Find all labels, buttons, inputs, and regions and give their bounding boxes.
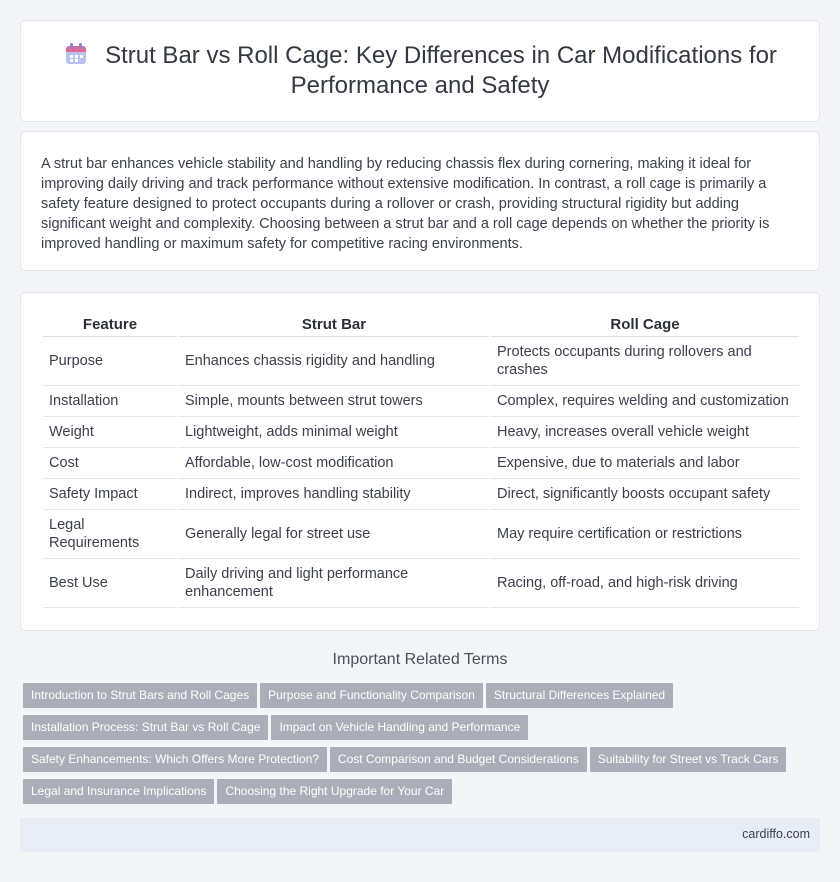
comparison-card xyxy=(20,292,820,631)
footer xyxy=(20,818,820,852)
cell-roll-cage: Heavy, increases overall vehicle weight xyxy=(491,417,799,448)
cell-roll-cage: May require certification or restrictions xyxy=(491,510,799,559)
cell-roll-cage: Racing, off-road, and high-risk driving xyxy=(491,559,799,608)
page-title xyxy=(21,41,819,101)
cell-feature: Safety Impact xyxy=(43,479,177,510)
related-terms-title: Important Related Terms xyxy=(332,651,508,668)
cell-strut-bar: Enhances chassis rigidity and handling xyxy=(179,337,489,386)
related-term-tag[interactable]: Choosing the Right Upgrade for Your Car xyxy=(217,779,452,804)
footer-site-link[interactable]: cardiffo.com xyxy=(742,827,810,841)
header-strut-bar: Strut Bar xyxy=(179,315,489,337)
cell-strut-bar: Generally legal for street use xyxy=(179,510,489,559)
cell-feature: Legal Requirements xyxy=(43,510,177,559)
cell-roll-cage: Expensive, due to materials and labor xyxy=(491,448,799,479)
comparison-table xyxy=(41,315,801,608)
cell-feature: Installation xyxy=(43,386,177,417)
related-term-tag[interactable]: Introduction to Strut Bars and Roll Cages xyxy=(23,683,257,708)
cell-feature: Cost xyxy=(43,448,177,479)
related-term-tag[interactable]: Suitability for Street vs Track Cars xyxy=(590,747,787,772)
header-card xyxy=(20,20,820,122)
cell-feature: Best Use xyxy=(43,559,177,608)
cell-strut-bar: Lightweight, adds minimal weight xyxy=(179,417,489,448)
related-term-tag[interactable]: Cost Comparison and Budget Considerations xyxy=(330,747,587,772)
table-row xyxy=(43,386,799,417)
cell-strut-bar: Simple, mounts between strut towers xyxy=(179,386,489,417)
calendar-icon xyxy=(63,41,89,67)
cell-strut-bar: Affordable, low-cost modification xyxy=(179,448,489,479)
header-roll-cage: Roll Cage xyxy=(491,315,799,337)
table-row xyxy=(43,448,799,479)
table-row xyxy=(43,479,799,510)
cell-feature: Purpose xyxy=(43,337,177,386)
cell-roll-cage: Complex, requires welding and customization xyxy=(491,386,799,417)
summary-text: A strut bar enhances vehicle stability and handling by reducing chassis flex during cornering, making it ideal for improving daily driving and track performance without extensive modification. In contrast, a roll cage is primarily a safety feature designed to protect occupants during a rollover or crash, providing structural rigidity but adding significant weight and complexity. Choosing between a strut bar and a roll cage depends on whether the priority is improved handling or maximum safety for competitive racing environments. xyxy=(41,156,770,252)
related-term-tag[interactable]: Purpose and Functionality Comparison xyxy=(260,683,483,708)
header-feature: Feature xyxy=(43,315,177,337)
related-terms-list xyxy=(23,683,823,811)
related-term-tag[interactable]: Installation Process: Strut Bar vs Roll Cage xyxy=(23,715,268,740)
cell-strut-bar: Indirect, improves handling stability xyxy=(179,479,489,510)
related-term-tag[interactable]: Impact on Vehicle Handling and Performance xyxy=(271,715,528,740)
table-row xyxy=(43,337,799,386)
related-term-tag[interactable]: Structural Differences Explained xyxy=(486,683,673,708)
related-term-tag[interactable]: Legal and Insurance Implications xyxy=(23,779,214,804)
summary-card xyxy=(20,131,820,271)
related-term-tag[interactable]: Safety Enhancements: Which Offers More Protection? xyxy=(23,747,327,772)
cell-feature: Weight xyxy=(43,417,177,448)
table-header-row xyxy=(43,315,799,337)
cell-roll-cage: Protects occupants during rollovers and crashes xyxy=(491,337,799,386)
table-row xyxy=(43,559,799,608)
table-row xyxy=(43,510,799,559)
cell-roll-cage: Direct, significantly boosts occupant safety xyxy=(491,479,799,510)
cell-strut-bar: Daily driving and light performance enhancement xyxy=(179,559,489,608)
table-row xyxy=(43,417,799,448)
page-title-text: Strut Bar vs Roll Cage: Key Differences in Car Modifications for Performance and Safety xyxy=(105,42,777,99)
